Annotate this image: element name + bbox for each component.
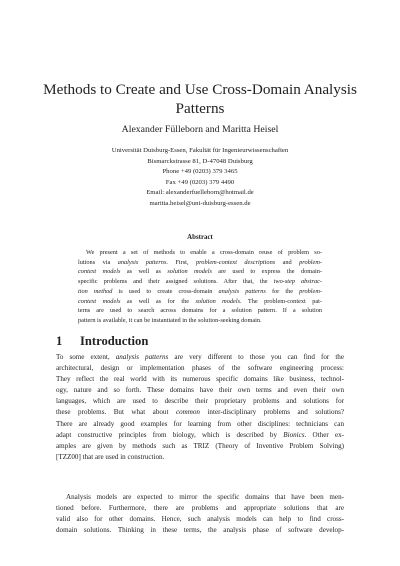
abstract-line: pattern is available, it can be instantiated in the solution-seeking domain.	[78, 316, 262, 324]
body-line: There are already good examples for learning from other disciplines: technicians can	[56, 419, 344, 428]
title-line: Methods to Create and Use Cross-Domain Analysis	[43, 81, 357, 98]
abstract-line: We present a set of methods to enable a cross-domain reuse of problem so-	[86, 249, 322, 256]
body-line: languages, which are used to describe their proprietary problems and solutions for	[56, 397, 344, 406]
body-line: To some extent, analysis patterns are very different to those you can find for the	[56, 353, 344, 361]
section-heading	[56, 334, 356, 349]
body-line: [TZZ00] that are used in construction.	[56, 452, 165, 461]
body-line: They reflect the real world with its numerous specific domains like business, technol-	[56, 375, 344, 384]
abstract-line: tion method is used to create cross-domain analysis patterns for the problem-	[78, 287, 322, 295]
body-line: tioned before. Furthermore, there are problems and appropriate solutions that are	[56, 504, 344, 513]
body-line: amples are given by methods such as TRIZ (Theory of Inventive Problem Solving)	[56, 441, 344, 450]
fax-line: Fax +49 (0203) 379 4490	[165, 178, 235, 186]
body-line: Analysis models are expected to mirror the specific domains that have been men-	[66, 493, 344, 501]
abstract-text	[78, 248, 322, 326]
address-line: Bismarckstrasse 81, D-47048 Duisburg	[147, 157, 253, 165]
phone-line: Phone +49 (0203) 379 3465	[162, 168, 238, 176]
body-line: adapt constructive principles from biology, which is described by Bionics. Other ex-	[56, 430, 345, 439]
intro-paragraph-2	[56, 492, 344, 536]
affiliation-line: Universität Duisburg-Essen, Fakultät für Ingenieurwissenschaften	[111, 147, 289, 154]
abstract-line: lutions via analysis patterns. First, problem-context descriptions and problem-	[78, 258, 322, 266]
abstract-line: terns are used to search across domains for a solution pattern. If a solution	[78, 307, 322, 315]
authors: Alexander Fülleborn and Maritta Heisel	[121, 124, 279, 135]
email-line: maritta.heisel@uni-duisburg-essen.de	[149, 199, 251, 207]
body-line: domain solutions. Thinking in these terms, the analysis phase of software develop-	[56, 526, 344, 535]
body-line: valid also for other domains. Hence, such analysis models can help to find cross-	[56, 515, 344, 524]
paper-title	[40, 80, 360, 118]
section-title: Introduction	[80, 334, 149, 348]
body-line: ogy, nature and so forth. These domains have their own terms and even their own	[56, 386, 344, 395]
intro-paragraph-1	[56, 352, 344, 463]
abstract-heading: Abstract	[187, 234, 213, 241]
abstract-line: context models as well as for the solution models. The problem-context pat-	[78, 297, 322, 305]
abstract-line: context models as well as solution models are used to express the domain-	[78, 268, 322, 276]
section-number: 1	[56, 334, 63, 348]
abstract-line: specific problems and their assigned solutions. After that, the two-step abstrac-	[78, 278, 323, 286]
affiliation-block	[40, 146, 360, 210]
title-line: Patterns	[175, 100, 225, 117]
email-line: Email: alexanderfuelleborn@hotmail.de	[146, 189, 254, 197]
body-line: architectural, design or implementation phases of the software engineering process:	[56, 364, 344, 373]
body-line: these problems. But what about common inter-disciplinary problems and solutions?	[56, 408, 345, 417]
